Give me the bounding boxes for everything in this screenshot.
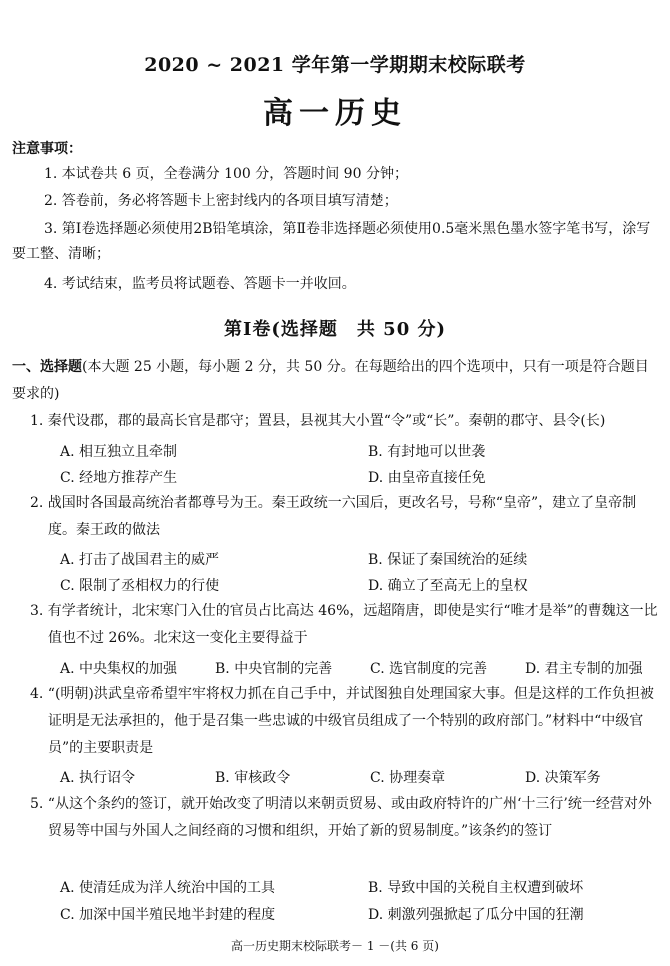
option: D. 决策军务 <box>525 770 601 786</box>
option: B. 保证了秦国统治的延续 <box>368 552 528 568</box>
option: B. 中央官制的完善 <box>215 661 333 677</box>
option: D. 刺激列强掀起了瓜分中国的狂潮 <box>368 907 584 923</box>
part-intro <box>12 354 658 408</box>
page-footer: 高一历史期末校际联考－ 1 －(共 6 页) <box>231 939 439 953</box>
option: B. 审核政令 <box>215 770 291 786</box>
option: A. 使清廷成为洋人统治中国的工具 <box>60 880 276 896</box>
option: B. 有封地可以世袭 <box>368 444 486 460</box>
option: D. 确立了至高无上的皇权 <box>368 578 528 594</box>
note-item: 1. 本试卷共 6 页，全卷满分 100 分，答题时间 90 分钟； <box>44 166 408 182</box>
option: C. 经地方推荐产生 <box>60 470 178 486</box>
section-title: 第Ⅰ卷(选择题 共 50 分) <box>223 319 447 340</box>
part-instructions: (本大题 25 小题，每小题 2 分，共 50 分。在每题给出的四个选项中，只有一项是符合题目要求的) <box>12 359 649 402</box>
option: A. 中央集权的加强 <box>60 661 178 677</box>
note-item: 4. 考试结束，监考员将试题卷、答题卡一并收回。 <box>44 276 356 292</box>
question-stem: 5. “从这个条约的签订，就开始改变了明清以来朝贡贸易、或由政府特许的广州‘十三行’统一经营对外贸易等中国与外国人之间经商的习惯和组织，开始了新的贸易制度。”该条约的签订 <box>30 796 652 839</box>
option: C. 协理奏章 <box>370 770 446 786</box>
option: D. 君主专制的加强 <box>525 661 643 677</box>
notes-heading: 注意事项： <box>12 141 82 157</box>
option: A. 相互独立且牵制 <box>60 444 178 460</box>
note-item: 2. 答卷前，务必将答题卡上密封线内的各项目填写清楚； <box>44 193 398 209</box>
exam-header: 2020 ~ 2021 学年第一学期期末校际联考 <box>144 54 526 76</box>
question-stem: 2. 战国时各国最高统治者都尊号为王。秦王政统一六国后，更改名号，号称“皇帝”，建立了皇帝制度。秦王政的做法 <box>30 495 637 538</box>
option: C. 限制了丞相权力的行使 <box>60 578 220 594</box>
option: D. 由皇帝直接任免 <box>368 470 486 486</box>
option: C. 加深中国半殖民地半封建的程度 <box>60 907 276 923</box>
question-stem: 4. “(明朝)洪武皇帝希望牢牢将权力抓在自己手中，并试图独自处理国家大事。但是这样的工作负担被证明是无法承担的，他于是召集一些忠诚的中级官员组成了一个特别的政府部门。”材料中“中级官员”的主要职责是 <box>30 686 654 756</box>
option: B. 导致中国的关税自主权遭到破坏 <box>368 880 584 896</box>
option: C. 选官制度的完善 <box>370 661 488 677</box>
note-item: 3. 第Ⅰ卷选择题必须使用2B铅笔填涂，第Ⅱ卷非选择题必须使用0.5毫米黑色墨水签字笔书写，涂写要工整、清晰； <box>12 221 651 262</box>
option: A. 执行诏令 <box>60 770 136 786</box>
page-title: 高一历史 <box>263 96 407 131</box>
option: A. 打击了战国君主的威严 <box>60 552 220 568</box>
question-stem: 1. 秦代设郡，郡的最高长官是郡守；置县，县视其大小置“令”或“长”。秦朝的郡守、县令(长) <box>30 413 606 429</box>
part-label: 一、选择题 <box>12 359 82 375</box>
question-stem: 3. 有学者统计，北宋寒门入仕的官员占比高达 46%，远超隋唐，即使是实行“唯才是举”的曹魏这一比值也不过 26%。北宋这一变化主要得益于 <box>30 603 658 646</box>
